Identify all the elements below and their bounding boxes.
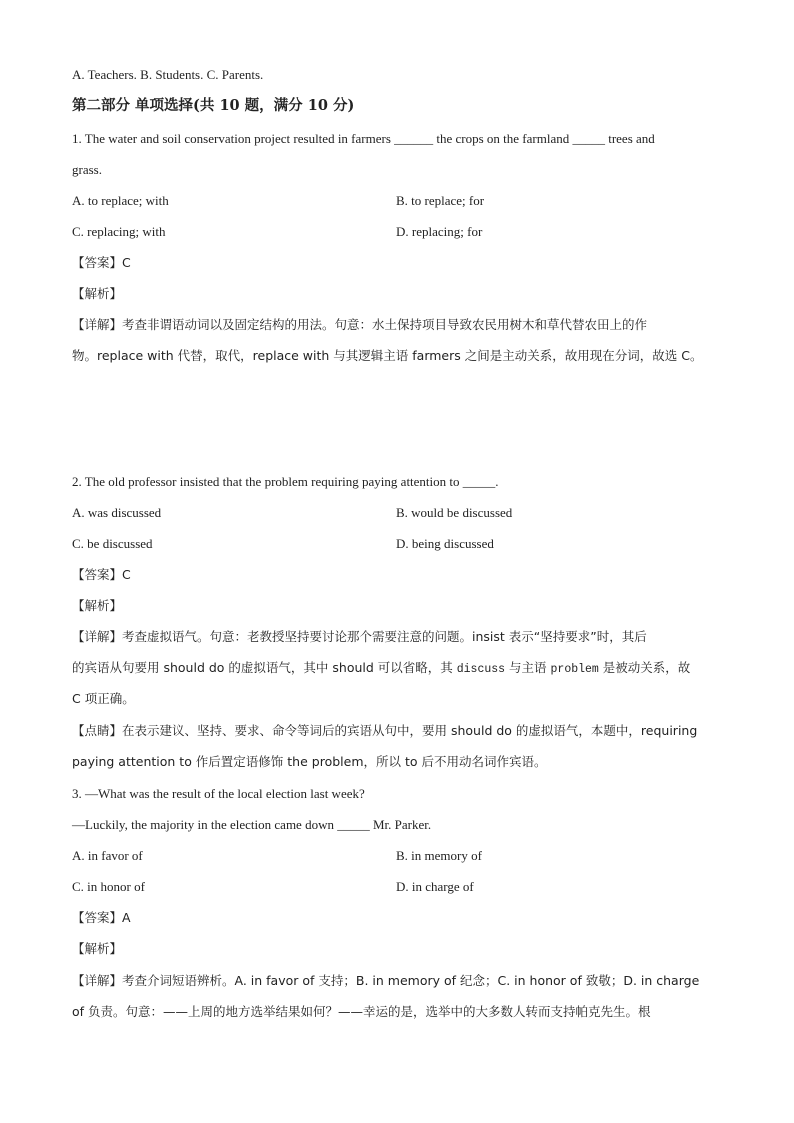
analysis-label: 【解析】	[72, 598, 123, 613]
option-d: D. replacing; for	[396, 224, 483, 239]
detail-text-end: C 项正确。	[72, 691, 135, 706]
option-a: A. to replace; with	[72, 193, 169, 208]
option-a: A. was discussed	[72, 505, 162, 520]
detail-text-continued: 物。replace with 代替，取代，replace with 与其逻辑主语 farmers 之间是主动关系，故用现在分词，故选 C。	[72, 348, 703, 363]
detail-segment: 与主语	[505, 660, 551, 675]
option-c: C. replacing; with	[72, 224, 166, 239]
option-a: A. in favor of	[72, 848, 143, 863]
option-c: C. in honor of	[72, 879, 145, 894]
tip-text: 【点睛】在表示建议、坚持、要求、命令等词后的宾语从句中，要用 should do 的虚拟语气，本题中，requiring	[72, 723, 698, 738]
option-d: D. being discussed	[396, 536, 494, 551]
detail-text: 【详解】考查介词短语辨析。A. in favor of 支持；B. in memory of 纪念；C. in honor of 致敬；D. in charge	[72, 973, 700, 988]
analysis-label: 【解析】	[72, 941, 123, 956]
question-stem: 1. The water and soil conservation project resulted in farmers ______ the crops on the farmland _____ trees and	[72, 131, 655, 146]
section-heading: 第二部分 单项选择(共 10 题，满分 10 分)	[72, 97, 355, 114]
previous-question-options: A. Teachers. B. Students. C. Parents.	[72, 67, 264, 82]
question-stem-continued: grass.	[72, 162, 102, 177]
detail-code-problem: problem	[550, 663, 599, 676]
option-d: D. in charge of	[396, 879, 474, 894]
option-b: B. in memory of	[396, 848, 482, 863]
tip-text-continued: paying attention to 作后置定语修饰 the problem，所以 to 后不用动名词作宾语。	[72, 754, 547, 769]
answer-label: 【答案】A	[72, 910, 131, 925]
detail-text-continued: of 负责。句意：——上周的地方选举结果如何？——幸运的是，选举中的大多数人转而支持帕克先生。根	[72, 1004, 651, 1019]
detail-text: 【详解】考查虚拟语气。句意：老教授坚持要讨论那个需要注意的问题。insist 表示“坚持要求”时，其后	[72, 629, 647, 644]
answer-label: 【答案】C	[72, 567, 131, 582]
option-b: B. to replace; for	[396, 193, 485, 208]
option-c: C. be discussed	[72, 536, 153, 551]
detail-code-discuss: discuss	[456, 663, 506, 676]
question-stem-continued: —Luckily, the majority in the election came down _____ Mr. Parker.	[72, 817, 432, 832]
detail-segment: 的宾语从句要用 should do 的虚拟语气，其中 should 可以省略，其	[72, 660, 457, 675]
analysis-label: 【解析】	[72, 286, 123, 301]
detail-text: 【详解】考查非谓语动词以及固定结构的用法。句意：水土保持项目导致农民用树木和草代替农田上的作	[72, 317, 648, 332]
question-stem: 3. —What was the result of the local election last week?	[72, 786, 365, 801]
detail-segment: 是被动关系，故	[598, 660, 691, 675]
answer-label: 【答案】C	[72, 255, 131, 270]
detail-text-continued	[72, 659, 690, 679]
question-stem: 2. The old professor insisted that the problem requiring paying attention to _____.	[72, 474, 499, 489]
option-b: B. would be discussed	[396, 505, 513, 520]
